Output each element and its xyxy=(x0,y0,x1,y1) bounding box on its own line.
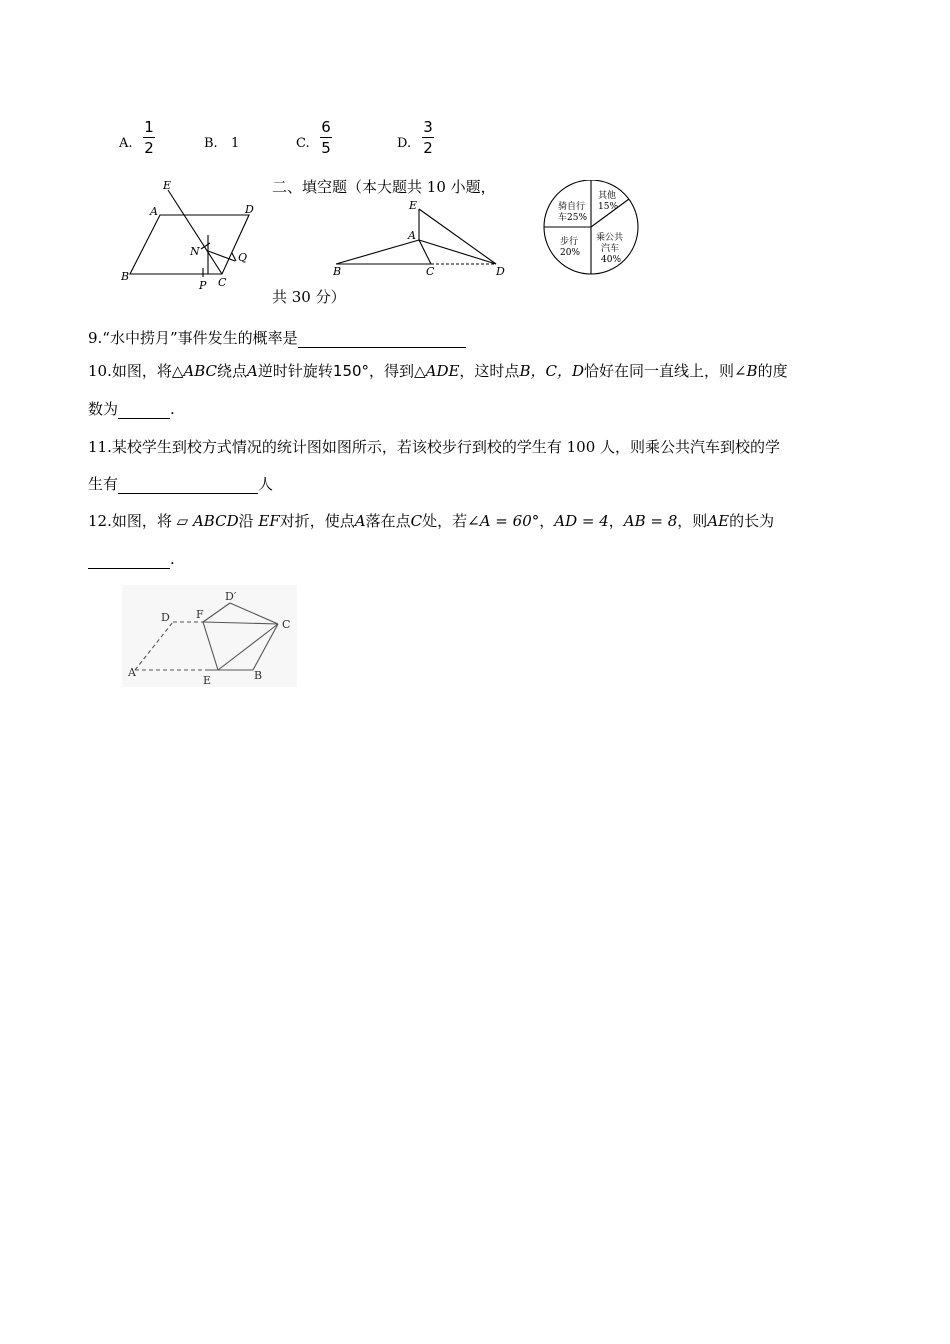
rotation-triangle-figure xyxy=(330,195,515,280)
question-12-point-a: A xyxy=(354,512,366,530)
question-10-text-g: 的度 xyxy=(757,362,788,380)
label-d-prime: D′ xyxy=(225,590,237,603)
option-a-label: A. xyxy=(119,136,133,151)
question-12-text-g: 的长为 xyxy=(729,512,775,530)
label-a: A xyxy=(150,205,158,218)
pie-chart xyxy=(540,180,645,275)
label-e: E xyxy=(163,179,172,192)
option-c-denominator: 5 xyxy=(321,139,331,157)
option-d-denominator: 2 xyxy=(423,139,433,157)
pie-label-bike-1: 骑自行 xyxy=(558,202,586,212)
question-10-abc: ABC xyxy=(183,362,218,380)
question-9 xyxy=(88,327,466,348)
label-q: Q xyxy=(238,251,248,264)
option-d-numerator: 3 xyxy=(423,118,433,136)
question-10-triangle-2: △ xyxy=(414,362,426,380)
pie-value-bus: 40% xyxy=(601,255,622,265)
pie-value-walk: 20% xyxy=(560,248,581,258)
pie-label-walk: 步行 xyxy=(560,237,579,247)
question-10-points: B，C，D xyxy=(519,362,584,380)
question-10-line2 xyxy=(88,398,175,419)
pie-value-other: 15% xyxy=(598,202,619,212)
label-f: F xyxy=(196,608,204,621)
option-a-fraction xyxy=(143,118,155,157)
question-10-text-a: 10.如图，将 xyxy=(88,362,172,380)
question-11-end: 人 xyxy=(258,475,274,493)
label-d: D xyxy=(496,265,505,278)
question-11-text-a: 11.某校学生到校方式情况的统计图如图所示，若该校步行到校的学生有 100 人，则乘公共汽车到校的学 xyxy=(88,438,781,456)
pie-label-other: 其他 xyxy=(598,191,617,201)
question-9-blank[interactable] xyxy=(298,329,466,348)
pie-label-bike-2: 车25% xyxy=(558,213,588,223)
question-12-text-f: ，则 xyxy=(677,512,708,530)
parallelogram-figure xyxy=(115,175,260,295)
label-c: C xyxy=(426,265,435,278)
question-12-condition-3: AB = 8 xyxy=(623,512,678,530)
question-12-abcd: ABCD xyxy=(192,512,239,530)
question-12-blank[interactable] xyxy=(88,550,170,569)
pie-label-bus-1: 乘公共 xyxy=(596,233,624,243)
question-12-line1 xyxy=(88,510,774,531)
question-12-text-b: 沿 xyxy=(238,512,254,530)
question-12-condition-1: ∠A = 60° xyxy=(467,512,540,530)
option-b-value: 1 xyxy=(231,136,240,151)
question-10-text-f: 恰好在同一直线上，则 xyxy=(583,362,734,380)
question-10-blank[interactable] xyxy=(118,400,170,419)
label-a: A xyxy=(128,666,136,679)
label-c: C xyxy=(218,276,227,289)
option-c-numerator: 6 xyxy=(321,118,331,136)
question-12-parallelogram: ▱ xyxy=(176,512,189,530)
question-12-ae: AE xyxy=(707,512,730,530)
label-n: N xyxy=(190,245,200,258)
question-12-sep-1: ， xyxy=(539,512,555,530)
option-c-fraction xyxy=(320,118,332,157)
question-11-line2 xyxy=(88,473,273,494)
label-e: E xyxy=(409,199,418,212)
question-11-blank[interactable] xyxy=(118,475,258,494)
question-12-text-a: 12.如图，将 xyxy=(88,512,172,530)
question-10-text-h: 数为 xyxy=(88,400,119,418)
option-a-numerator: 1 xyxy=(144,118,154,136)
question-12-end: . xyxy=(170,550,175,568)
label-d: D xyxy=(161,611,170,624)
option-b-label: B. xyxy=(204,136,218,151)
label-c: C xyxy=(282,618,291,631)
question-10-end: . xyxy=(170,400,175,418)
section-title-continued: 共 30 分） xyxy=(272,288,346,306)
question-10-text-d: ，得到 xyxy=(369,362,415,380)
section-title: 二、填空题（本大题共 10 小题， xyxy=(272,178,496,196)
question-10-line1 xyxy=(88,360,788,381)
label-a: A xyxy=(408,229,416,242)
question-12-condition-2: AD = 4 xyxy=(554,512,609,530)
question-12-text-c: 对折，使点 xyxy=(279,512,355,530)
option-d-label: D. xyxy=(397,136,412,151)
question-10-ade: ADE xyxy=(425,362,460,380)
question-10-text-c: 逆时针旋转 xyxy=(257,362,333,380)
question-10-degree: 150° xyxy=(332,362,370,380)
question-12-text-e: 处，若 xyxy=(422,512,468,530)
fold-figure xyxy=(122,585,297,687)
question-12-ef: EF xyxy=(258,512,280,530)
question-10-text-e: ，这时点 xyxy=(459,362,520,380)
label-b: B xyxy=(121,270,130,283)
question-9-text: 9.“水中捞月”事件发生的概率是 xyxy=(88,329,298,347)
label-b: B xyxy=(333,265,342,278)
option-a-denominator: 2 xyxy=(144,139,154,157)
question-12-sep-2: ， xyxy=(608,512,624,530)
option-c-label: C. xyxy=(296,136,310,151)
label-e: E xyxy=(203,674,212,687)
label-b: B xyxy=(254,669,263,682)
question-10-point-a: A xyxy=(247,362,258,380)
question-12-line2 xyxy=(88,550,175,569)
label-p: P xyxy=(199,279,207,292)
label-d: D xyxy=(245,203,254,216)
question-10-triangle-1: △ xyxy=(171,362,184,380)
option-d-fraction xyxy=(422,118,434,157)
question-11-text-b: 生有 xyxy=(88,475,119,493)
question-11-line1 xyxy=(88,436,780,457)
question-10-text-b: 绕点 xyxy=(217,362,248,380)
question-12-point-c: C xyxy=(410,512,423,530)
pie-label-bus-2: 汽车 xyxy=(601,244,620,254)
question-12-text-d: 落在点 xyxy=(365,512,411,530)
question-10-angle: ∠B xyxy=(733,362,758,380)
